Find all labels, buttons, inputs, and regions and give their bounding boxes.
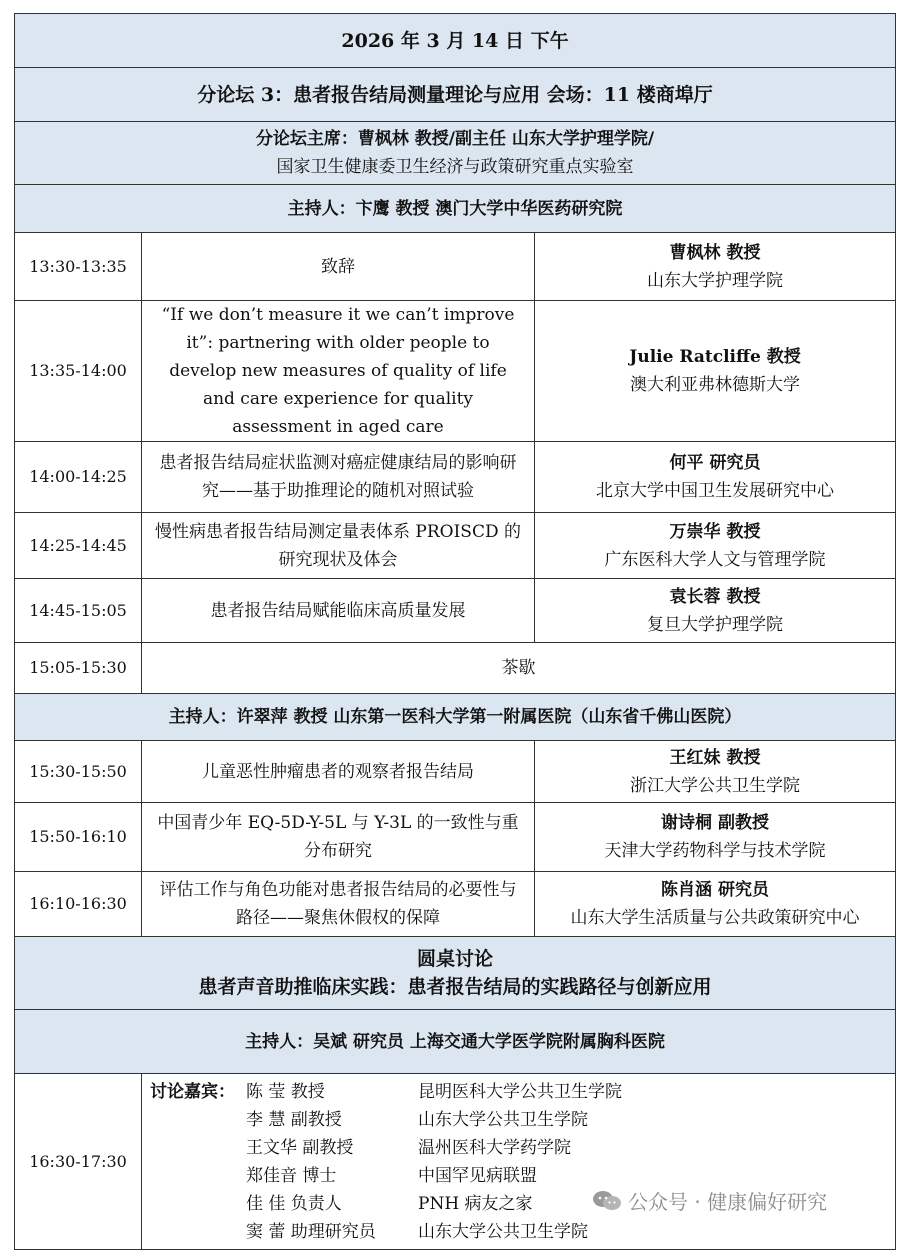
- guests-label: 讨论嘉宾：: [150, 1082, 235, 1102]
- host-2: 主持人：许翠萍 教授 山东第一医科大学第一附属医院（山东省千佛山医院）: [15, 694, 896, 741]
- session-row: [15, 513, 896, 579]
- speaker-affiliation: 北京大学中国卫生发展研究中心: [596, 481, 834, 501]
- wechat-icon: [592, 1190, 622, 1212]
- session-speaker: [535, 301, 896, 442]
- speaker-affiliation: 复旦大学护理学院: [647, 614, 783, 635]
- session-row: [15, 741, 896, 803]
- session-speaker: [535, 442, 896, 513]
- session-time: 13:30-13:35: [15, 233, 142, 301]
- watermark: [592, 1186, 827, 1215]
- guest-name: 李 慧 副教授: [246, 1110, 342, 1130]
- host-1: 主持人：卞鹰 教授 澳门大学中华医药研究院: [15, 185, 896, 233]
- speaker-name: Julie Ratcliffe 教授: [629, 347, 801, 367]
- roundtable-subtitle: 患者声音助推临床实践：患者报告结局的实践路径与创新应用: [198, 976, 712, 998]
- session-time: 15:50-16:10: [15, 803, 142, 872]
- guest-name: 佳 佳 负责人: [246, 1194, 342, 1214]
- session-time: 14:25-14:45: [15, 513, 142, 579]
- break-row: [15, 643, 896, 694]
- speaker-name: 曹枫林 教授: [669, 242, 761, 263]
- watermark-text: 公众号 · 健康偏好研究: [628, 1190, 828, 1214]
- chair-line-2: 国家卫生健康委卫生经济与政策研究重点实验室: [276, 157, 634, 177]
- guest-affiliation: PNH 病友之家: [418, 1194, 533, 1214]
- speaker-affiliation: 浙江大学公共卫生学院: [630, 775, 800, 796]
- date-header: 2026 年 3 月 14 日 下午: [15, 14, 896, 68]
- session-title: “If we don’t measure it we can’t improve it”: partnering with older people to develop new measures of quality of life and care experience for quality assessment in aged care: [142, 301, 535, 442]
- guest-row: [150, 1218, 889, 1246]
- roundtable-host: 主持人：吴斌 研究员 上海交通大学医学院附属胸科医院: [15, 1010, 896, 1074]
- speaker-name: 谢诗桐 副教授: [661, 813, 769, 833]
- roundtable-header: [15, 937, 896, 1010]
- session-speaker: [535, 513, 896, 579]
- session-time: 16:10-16:30: [15, 872, 142, 937]
- guest-name: 陈 莹 教授: [246, 1082, 325, 1102]
- guest-list: [142, 1074, 896, 1250]
- session-time: 14:00-14:25: [15, 442, 142, 513]
- forum-title: 分论坛 3：患者报告结局测量理论与应用 会场：11 楼商埠厅: [15, 68, 896, 122]
- session-row: [15, 301, 896, 442]
- session-row: [15, 803, 896, 872]
- guest-row: [150, 1134, 889, 1162]
- session-title: 评估工作与角色功能对患者报告结局的必要性与路径——聚焦休假权的保障: [142, 872, 535, 937]
- break-time: 15:05-15:30: [15, 643, 142, 694]
- session-speaker: [535, 741, 896, 803]
- session-row: [15, 233, 896, 301]
- session-title: 慢性病患者报告结局测定量表体系 PROISCD 的研究现状及体会: [142, 513, 535, 579]
- break-label: 茶歇: [142, 643, 896, 694]
- roundtable-title: 圆桌讨论: [416, 948, 493, 970]
- agenda-table: [14, 13, 896, 1250]
- session-speaker: [535, 803, 896, 872]
- guest-row: [150, 1106, 889, 1134]
- guest-affiliation: 中国罕见病联盟: [418, 1166, 537, 1186]
- session-row: [15, 579, 896, 643]
- session-time: 15:30-15:50: [15, 741, 142, 803]
- speaker-affiliation: 山东大学生活质量与公共政策研究中心: [570, 908, 860, 928]
- session-title: 儿童恶性肿瘤患者的观察者报告结局: [142, 741, 535, 803]
- speaker-name: 何平 研究员: [669, 453, 761, 473]
- session-title: 患者报告结局症状监测对癌症健康结局的影响研究——基于助推理论的随机对照试验: [142, 442, 535, 513]
- guest-name: 郑佳音 博士: [246, 1166, 337, 1186]
- chair-line-1: 分论坛主席：曹枫林 教授/副主任 山东大学护理学院/: [255, 129, 655, 149]
- session-time: 13:35-14:00: [15, 301, 142, 442]
- speaker-affiliation: 澳大利亚弗林德斯大学: [630, 375, 800, 395]
- speaker-affiliation: 天津大学药物科学与技术学院: [604, 841, 826, 861]
- guest-affiliation: 昆明医科大学公共卫生学院: [418, 1082, 622, 1102]
- guest-row: [150, 1078, 889, 1106]
- speaker-name: 陈肖涵 研究员: [661, 880, 769, 900]
- guest-affiliation: 山东大学公共卫生学院: [418, 1110, 588, 1130]
- session-speaker: [535, 579, 896, 643]
- speaker-name: 袁长蓉 教授: [669, 586, 761, 607]
- roundtable-time: 16:30-17:30: [15, 1074, 142, 1250]
- session-speaker: [535, 233, 896, 301]
- session-speaker: [535, 872, 896, 937]
- speaker-affiliation: 山东大学护理学院: [647, 270, 783, 291]
- speaker-name: 万崇华 教授: [669, 521, 761, 542]
- roundtable-row: [15, 1074, 896, 1250]
- session-row: [15, 442, 896, 513]
- guest-affiliation: 温州医科大学药学院: [418, 1138, 571, 1158]
- session-title: 中国青少年 EQ-5D-Y-5L 与 Y-3L 的一致性与重分布研究: [142, 803, 535, 872]
- guest-name: 窦 蕾 助理研究员: [246, 1222, 376, 1242]
- session-time: 14:45-15:05: [15, 579, 142, 643]
- speaker-affiliation: 广东医科大学人文与管理学院: [604, 549, 826, 570]
- guest-affiliation: 山东大学公共卫生学院: [418, 1222, 588, 1242]
- guest-name: 王文华 副教授: [246, 1138, 354, 1158]
- session-title: 致辞: [142, 233, 535, 301]
- session-title: 患者报告结局赋能临床高质量发展: [142, 579, 535, 643]
- session-row: [15, 872, 896, 937]
- speaker-name: 王红妹 教授: [669, 747, 761, 768]
- forum-chair: [15, 122, 896, 185]
